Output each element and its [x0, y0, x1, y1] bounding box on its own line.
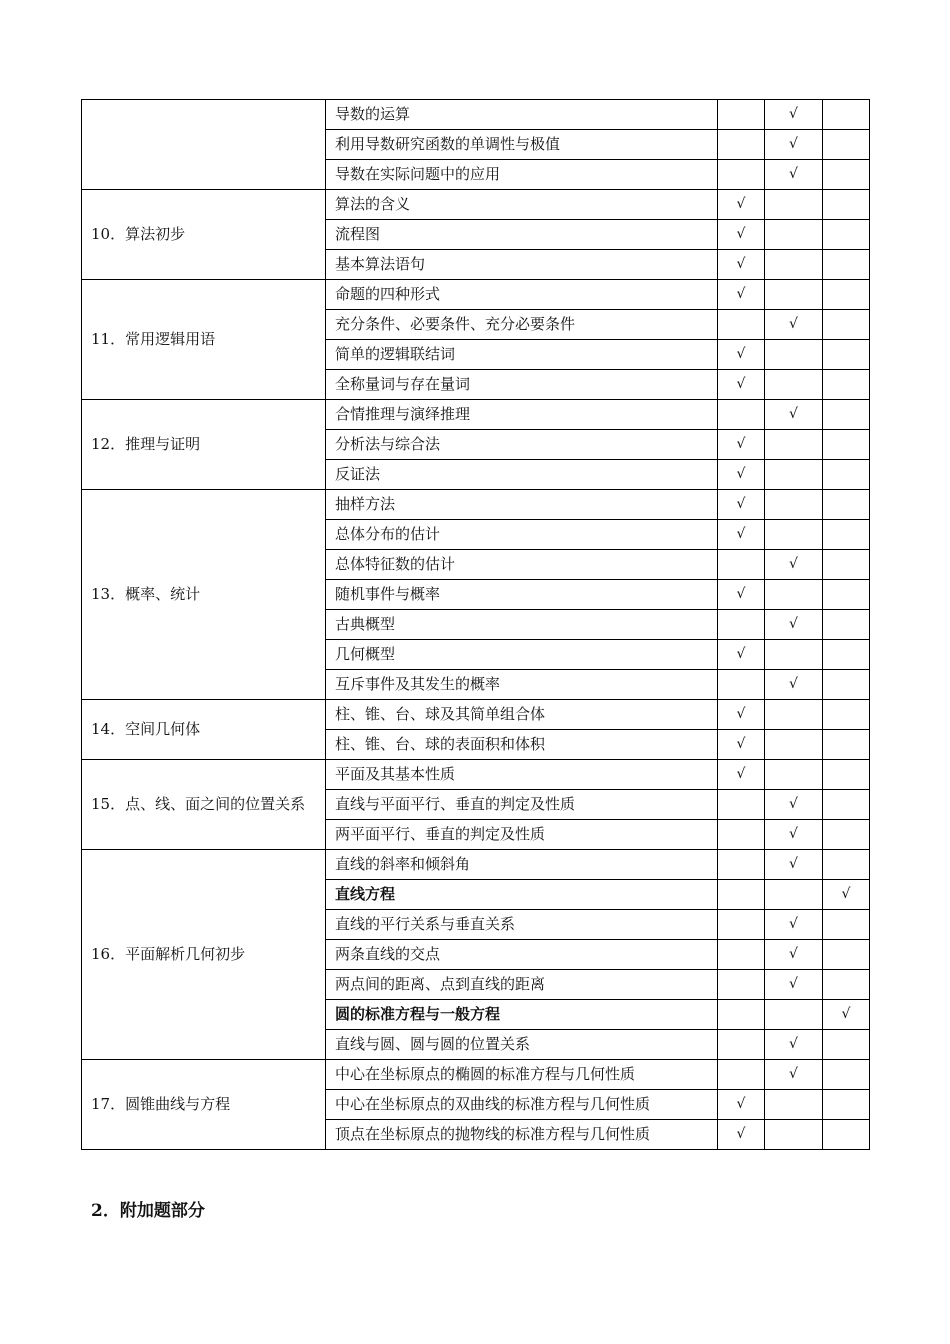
level-3-cell — [823, 430, 870, 460]
level-1-cell — [718, 700, 765, 730]
level-2-cell — [765, 400, 823, 430]
item-cell: 直线的平行关系与垂直关系 — [326, 910, 718, 940]
level-2-cell — [765, 280, 823, 310]
level-3-cell — [823, 1030, 870, 1060]
level-2-cell — [765, 1090, 823, 1120]
level-1-cell — [718, 400, 765, 430]
check-mark: √ — [736, 646, 746, 662]
level-3-cell — [823, 400, 870, 430]
level-3-cell — [823, 1120, 870, 1150]
item-cell: 反证法 — [326, 460, 718, 490]
level-1-cell — [718, 970, 765, 1000]
level-2-cell — [765, 730, 823, 760]
level-3-cell — [823, 220, 870, 250]
level-3-cell — [823, 970, 870, 1000]
item-cell: 几何概型 — [326, 640, 718, 670]
level-2-cell — [765, 340, 823, 370]
level-2-cell — [765, 100, 823, 130]
level-3-cell — [823, 460, 870, 490]
level-2-cell — [765, 460, 823, 490]
item-cell: 基本算法语句 — [326, 250, 718, 280]
check-mark: √ — [789, 556, 798, 572]
topic-cell: 15．点、线、面之间的位置关系 — [82, 760, 326, 850]
check-mark: √ — [841, 1006, 851, 1022]
level-1-cell — [718, 1030, 765, 1060]
level-2-cell — [765, 670, 823, 700]
check-mark: √ — [736, 376, 746, 392]
level-1-cell — [718, 250, 765, 280]
level-3-cell — [823, 340, 870, 370]
level-3-cell — [823, 490, 870, 520]
level-1-cell — [718, 940, 765, 970]
item-cell: 简单的逻辑联结词 — [326, 340, 718, 370]
item-cell: 中心在坐标原点的椭圆的标准方程与几何性质 — [326, 1060, 718, 1090]
level-1-cell — [718, 910, 765, 940]
level-2-cell — [765, 1030, 823, 1060]
check-mark: √ — [789, 316, 798, 332]
level-1-cell — [718, 820, 765, 850]
item-cell: 直线方程 — [326, 880, 718, 910]
level-1-cell — [718, 640, 765, 670]
level-2-cell — [765, 310, 823, 340]
item-cell: 分析法与综合法 — [326, 430, 718, 460]
level-3-cell — [823, 250, 870, 280]
item-cell: 导数的运算 — [326, 100, 718, 130]
level-3-cell — [823, 1000, 870, 1030]
check-mark: √ — [736, 1096, 746, 1112]
level-1-cell — [718, 1060, 765, 1090]
level-1-cell — [718, 760, 765, 790]
topic-cell — [82, 100, 326, 190]
check-mark: √ — [736, 766, 746, 782]
level-2-cell — [765, 640, 823, 670]
level-2-cell — [765, 820, 823, 850]
level-2-cell — [765, 940, 823, 970]
level-3-cell — [823, 580, 870, 610]
level-3-cell — [823, 640, 870, 670]
level-1-cell — [718, 100, 765, 130]
table-row — [82, 1060, 870, 1090]
check-mark: √ — [789, 676, 798, 692]
check-mark: √ — [736, 196, 746, 212]
level-3-cell — [823, 190, 870, 220]
check-mark: √ — [789, 616, 798, 632]
item-cell: 顶点在坐标原点的抛物线的标准方程与几何性质 — [326, 1120, 718, 1150]
level-2-cell — [765, 1000, 823, 1030]
level-3-cell — [823, 670, 870, 700]
level-2-cell — [765, 970, 823, 1000]
level-1-cell — [718, 850, 765, 880]
level-3-cell — [823, 550, 870, 580]
table-row — [82, 400, 870, 430]
level-1-cell — [718, 460, 765, 490]
section-heading: 2．附加题部分 — [91, 1201, 205, 1221]
level-3-cell — [823, 820, 870, 850]
level-3-cell — [823, 790, 870, 820]
check-mark: √ — [789, 916, 798, 932]
check-mark: √ — [789, 106, 798, 122]
level-2-cell — [765, 760, 823, 790]
check-mark: √ — [789, 406, 798, 422]
check-mark: √ — [789, 1036, 798, 1052]
level-2-cell — [765, 130, 823, 160]
check-mark: √ — [736, 346, 746, 362]
level-2-cell — [765, 250, 823, 280]
level-2-cell — [765, 850, 823, 880]
check-mark: √ — [736, 256, 746, 272]
level-1-cell — [718, 550, 765, 580]
level-3-cell — [823, 280, 870, 310]
item-cell: 两条直线的交点 — [326, 940, 718, 970]
check-mark: √ — [789, 976, 798, 992]
level-1-cell — [718, 520, 765, 550]
check-mark: √ — [736, 286, 746, 302]
level-2-cell — [765, 160, 823, 190]
level-1-cell — [718, 1000, 765, 1030]
level-1-cell — [718, 610, 765, 640]
level-3-cell — [823, 160, 870, 190]
level-1-cell — [718, 430, 765, 460]
level-2-cell — [765, 190, 823, 220]
level-1-cell — [718, 670, 765, 700]
level-3-cell — [823, 370, 870, 400]
level-3-cell — [823, 940, 870, 970]
topic-cell: 12．推理与证明 — [82, 400, 326, 490]
topic-cell: 16．平面解析几何初步 — [82, 850, 326, 1060]
level-1-cell — [718, 280, 765, 310]
check-mark: √ — [736, 226, 746, 242]
level-1-cell — [718, 310, 765, 340]
level-2-cell — [765, 550, 823, 580]
level-1-cell — [718, 220, 765, 250]
level-3-cell — [823, 130, 870, 160]
check-mark: √ — [841, 886, 851, 902]
level-3-cell — [823, 1060, 870, 1090]
check-mark: √ — [736, 586, 746, 602]
item-cell: 流程图 — [326, 220, 718, 250]
check-mark: √ — [789, 166, 798, 182]
item-cell: 中心在坐标原点的双曲线的标准方程与几何性质 — [326, 1090, 718, 1120]
check-mark: √ — [789, 856, 798, 872]
item-cell: 柱、锥、台、球的表面积和体积 — [326, 730, 718, 760]
topic-cell: 13．概率、统计 — [82, 490, 326, 700]
check-mark: √ — [789, 136, 798, 152]
level-1-cell — [718, 160, 765, 190]
level-1-cell — [718, 580, 765, 610]
check-mark: √ — [789, 1066, 798, 1082]
item-cell: 两点间的距离、点到直线的距离 — [326, 970, 718, 1000]
item-cell: 算法的含义 — [326, 190, 718, 220]
table-row — [82, 700, 870, 730]
level-2-cell — [765, 220, 823, 250]
item-cell: 古典概型 — [326, 610, 718, 640]
check-mark: √ — [736, 1126, 746, 1142]
level-2-cell — [765, 490, 823, 520]
level-2-cell — [765, 880, 823, 910]
level-3-cell — [823, 700, 870, 730]
level-3-cell — [823, 760, 870, 790]
item-cell: 总体分布的估计 — [326, 520, 718, 550]
level-3-cell — [823, 730, 870, 760]
level-1-cell — [718, 490, 765, 520]
topic-cell: 11．常用逻辑用语 — [82, 280, 326, 400]
level-3-cell — [823, 910, 870, 940]
item-cell: 两平面平行、垂直的判定及性质 — [326, 820, 718, 850]
level-1-cell — [718, 730, 765, 760]
level-3-cell — [823, 610, 870, 640]
check-mark: √ — [736, 466, 746, 482]
item-cell: 平面及其基本性质 — [326, 760, 718, 790]
item-cell: 抽样方法 — [326, 490, 718, 520]
table-row — [82, 850, 870, 880]
table-row — [82, 190, 870, 220]
item-cell: 互斥事件及其发生的概率 — [326, 670, 718, 700]
item-cell: 命题的四种形式 — [326, 280, 718, 310]
level-2-cell — [765, 700, 823, 730]
item-cell: 直线与圆、圆与圆的位置关系 — [326, 1030, 718, 1060]
table-body — [82, 100, 870, 1150]
item-cell: 圆的标准方程与一般方程 — [326, 1000, 718, 1030]
level-2-cell — [765, 790, 823, 820]
level-2-cell — [765, 910, 823, 940]
item-cell: 合情推理与演绎推理 — [326, 400, 718, 430]
level-1-cell — [718, 790, 765, 820]
table-row — [82, 760, 870, 790]
level-1-cell — [718, 1090, 765, 1120]
topic-cell: 10．算法初步 — [82, 190, 326, 280]
check-mark: √ — [789, 826, 798, 842]
item-cell: 导数在实际问题中的应用 — [326, 160, 718, 190]
table-row — [82, 280, 870, 310]
item-cell: 随机事件与概率 — [326, 580, 718, 610]
level-1-cell — [718, 370, 765, 400]
item-cell: 直线的斜率和倾斜角 — [326, 850, 718, 880]
check-mark: √ — [736, 736, 746, 752]
level-1-cell — [718, 130, 765, 160]
item-cell: 总体特征数的估计 — [326, 550, 718, 580]
topic-cell: 17．圆锥曲线与方程 — [82, 1060, 326, 1150]
check-mark: √ — [736, 526, 746, 542]
item-cell: 充分条件、必要条件、充分必要条件 — [326, 310, 718, 340]
level-1-cell — [718, 1120, 765, 1150]
item-cell: 柱、锥、台、球及其简单组合体 — [326, 700, 718, 730]
item-cell: 全称量词与存在量词 — [326, 370, 718, 400]
topic-cell: 14．空间几何体 — [82, 700, 326, 760]
check-mark: √ — [736, 436, 746, 452]
item-cell: 直线与平面平行、垂直的判定及性质 — [326, 790, 718, 820]
level-3-cell — [823, 100, 870, 130]
level-2-cell — [765, 1120, 823, 1150]
level-3-cell — [823, 880, 870, 910]
level-3-cell — [823, 520, 870, 550]
level-3-cell — [823, 850, 870, 880]
syllabus-table — [81, 99, 870, 1150]
table-row — [82, 490, 870, 520]
level-1-cell — [718, 880, 765, 910]
level-3-cell — [823, 310, 870, 340]
check-mark: √ — [789, 946, 798, 962]
level-2-cell — [765, 430, 823, 460]
level-2-cell — [765, 520, 823, 550]
table-row — [82, 100, 870, 130]
level-3-cell — [823, 1090, 870, 1120]
level-2-cell — [765, 1060, 823, 1090]
check-mark: √ — [736, 706, 746, 722]
check-mark: √ — [789, 796, 798, 812]
level-1-cell — [718, 190, 765, 220]
level-1-cell — [718, 340, 765, 370]
level-2-cell — [765, 580, 823, 610]
check-mark: √ — [736, 496, 746, 512]
level-2-cell — [765, 610, 823, 640]
level-2-cell — [765, 370, 823, 400]
item-cell: 利用导数研究函数的单调性与极值 — [326, 130, 718, 160]
